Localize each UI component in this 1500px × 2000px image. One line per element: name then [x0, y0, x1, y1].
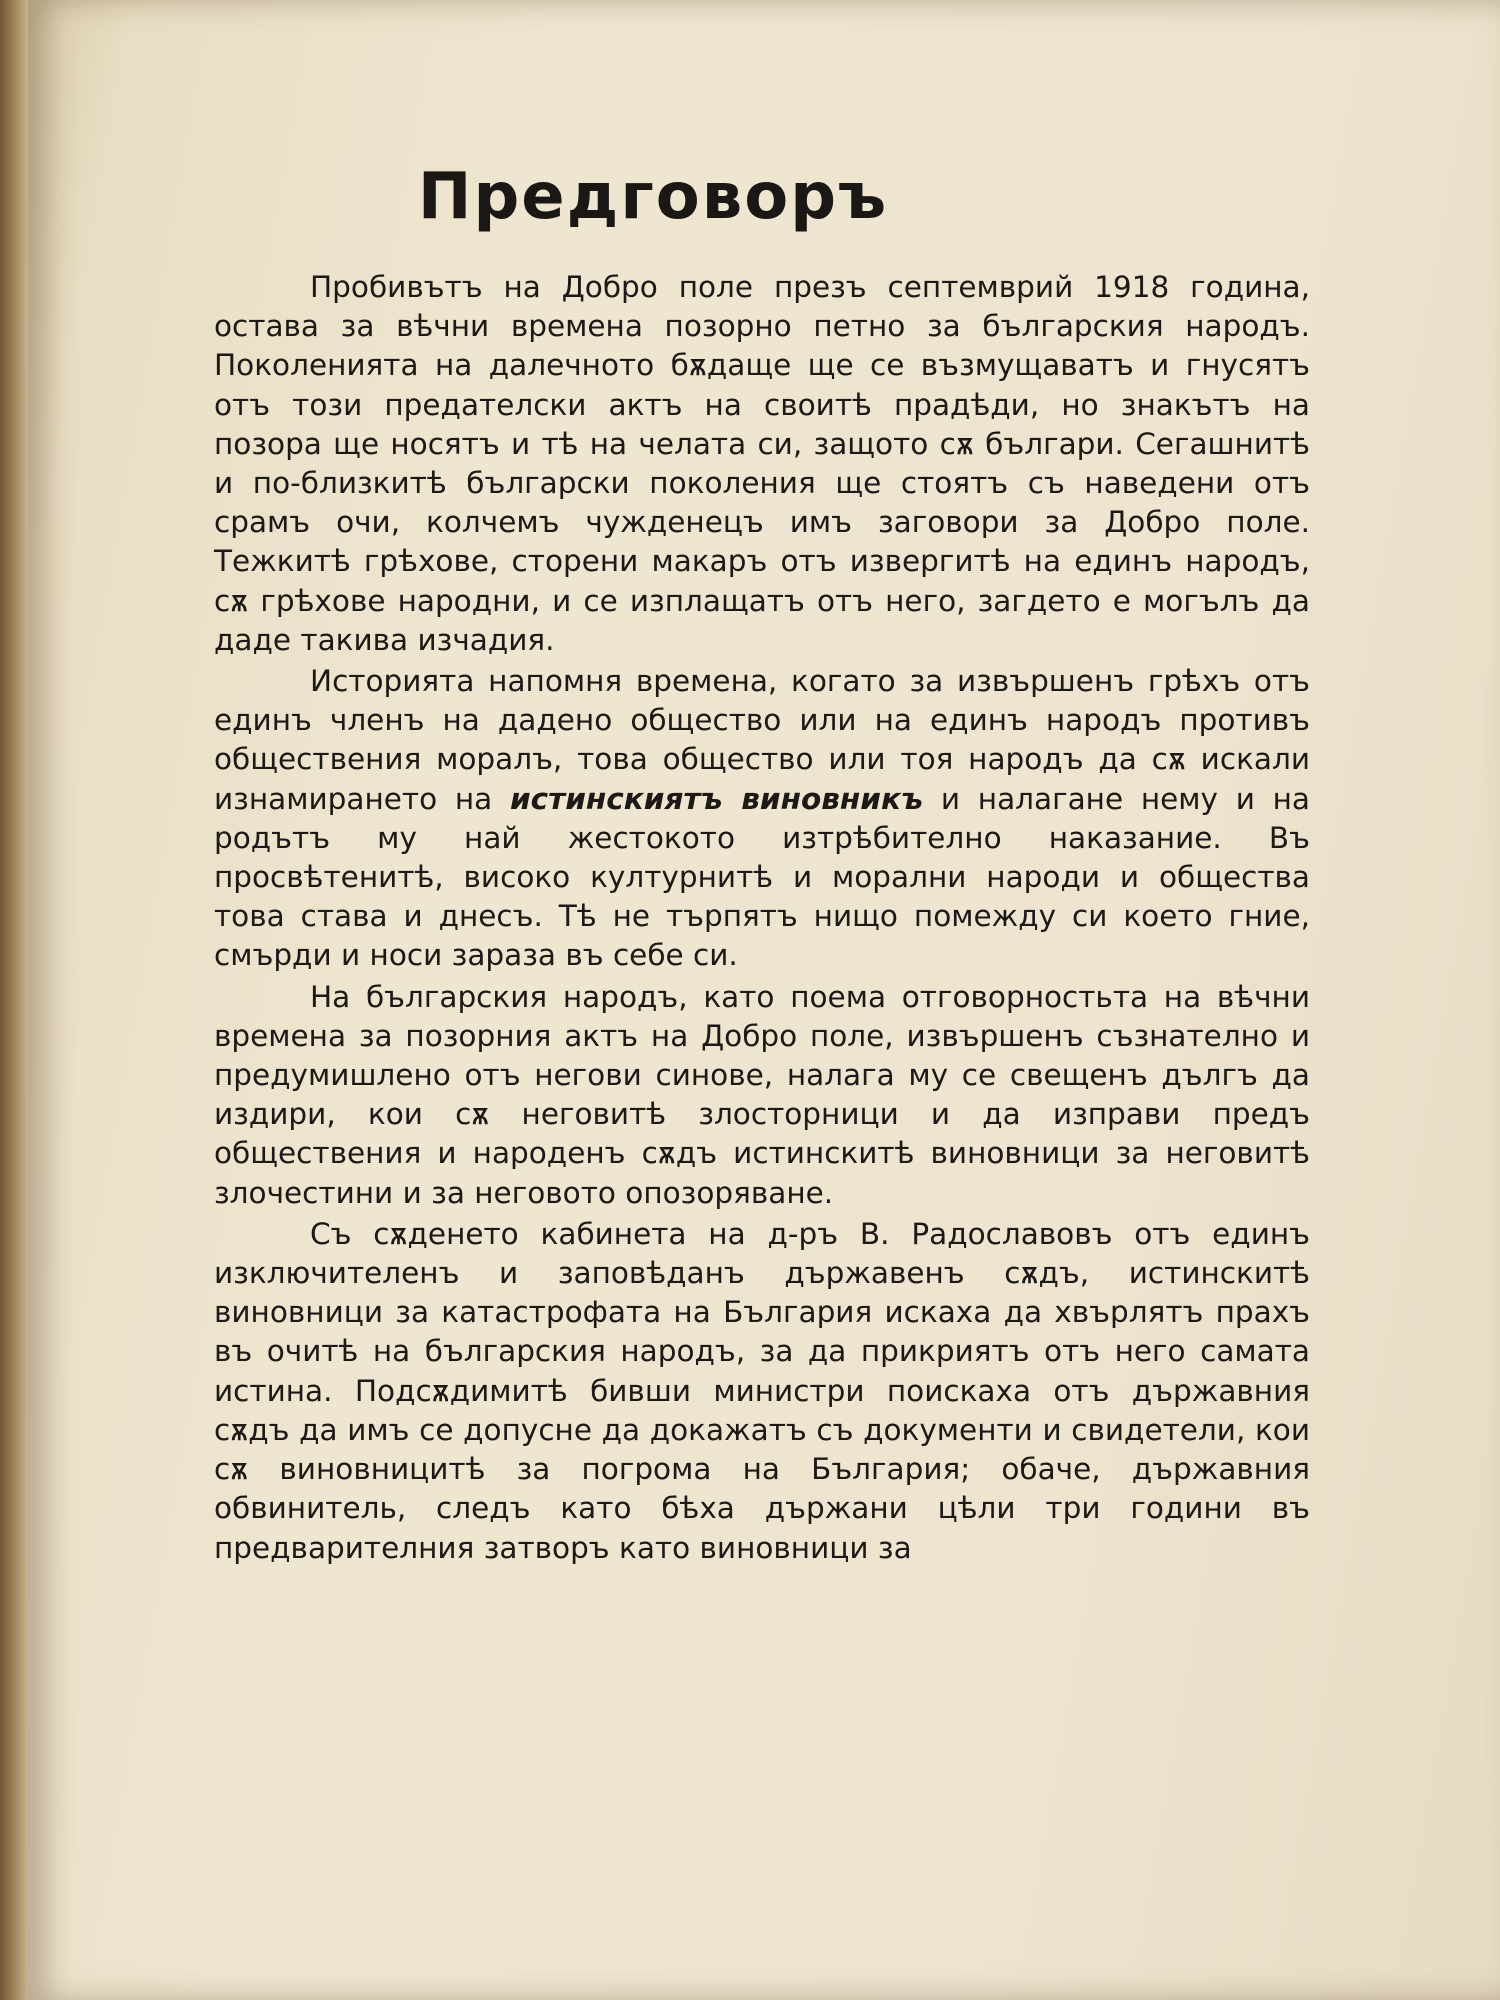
- paragraph-3: На българския народъ, като поема отговорностьта на вѣчни времена за позорния актъ на Добро поле, извършенъ съзнателно и предумишлено отъ негови синове, налага му се свещенъ дългъ да издири, кои сѫ неговитѣ злосторници и да изправи предъ обществения и народенъ сѫдъ истинскитѣ виновници за неговитѣ злочестини и за неговото опозоряване.: [214, 979, 1310, 1210]
- book-page: [28, 0, 1500, 2000]
- paragraph-2-after: и налагане нему и на родътъ му най жестокото изтрѣбително наказание. Въ просвѣтенитѣ, високо културнитѣ и морални народи и общества това става и днесъ. Тѣ не търпятъ нищо помежду си което гние, смърди и носи зараза въ себе си.: [214, 781, 1310, 973]
- paragraph-4: Съ сѫденето кабинета на д-ръ В. Радославовъ отъ единъ изключителенъ и заповѣданъ държавенъ сѫдъ, истинскитѣ виновници за катастрофата на България искаха да хвърлятъ прахъ въ очитѣ на българския народъ, за да прикриятъ отъ него самата истина. Подсѫдимитѣ бивши министри поискаха отъ държавния сѫдъ да имъ се допусне да докажатъ съ документи и свидетели, кои сѫ виновницитѣ за погрома на България; обаче, държавния обвинитель, следъ като бѣха държани цѣли три години въ предварителния затворъ като виновници за: [214, 1216, 1310, 1565]
- paragraph-2-emphasis: истинскиятъ виновникъ: [509, 781, 924, 816]
- paragraph-2: [214, 662, 1310, 976]
- body-text: [214, 268, 1310, 1570]
- paragraph-1: Пробивътъ на Добро поле презъ септемврий 1918 година, остава за вѣчни времена позорно петно за българския народъ. Поколенията на далечното бѫдаще ще се възмущаватъ и гнусятъ отъ този предателски актъ на своитѣ прадѣди, но знакътъ на позора ще носятъ и тѣ на челата си, защото сѫ българи. Сегашнитѣ и по-близкитѣ български поколения ще стоятъ съ наведени отъ срамъ очи, колчемъ чужденецъ имъ заговори за Добро поле. Тежкитѣ грѣхове, сторени макаръ отъ извергитѣ на единъ народъ, сѫ грѣхове народни, и се изплащатъ отъ него, загдето е могълъ да даде такива изчадия.: [214, 270, 1310, 657]
- book-binding-edge: [0, 0, 28, 2000]
- paragraph-2-before: Историята напомня времена, когато за извършенъ грѣхъ отъ единъ членъ на дадено общество или на единъ народъ противъ обществения моралъ, това общество или тоя народъ да сѫ искали изнамирането на: [214, 664, 1310, 816]
- page-title: Предговоръ: [417, 160, 889, 234]
